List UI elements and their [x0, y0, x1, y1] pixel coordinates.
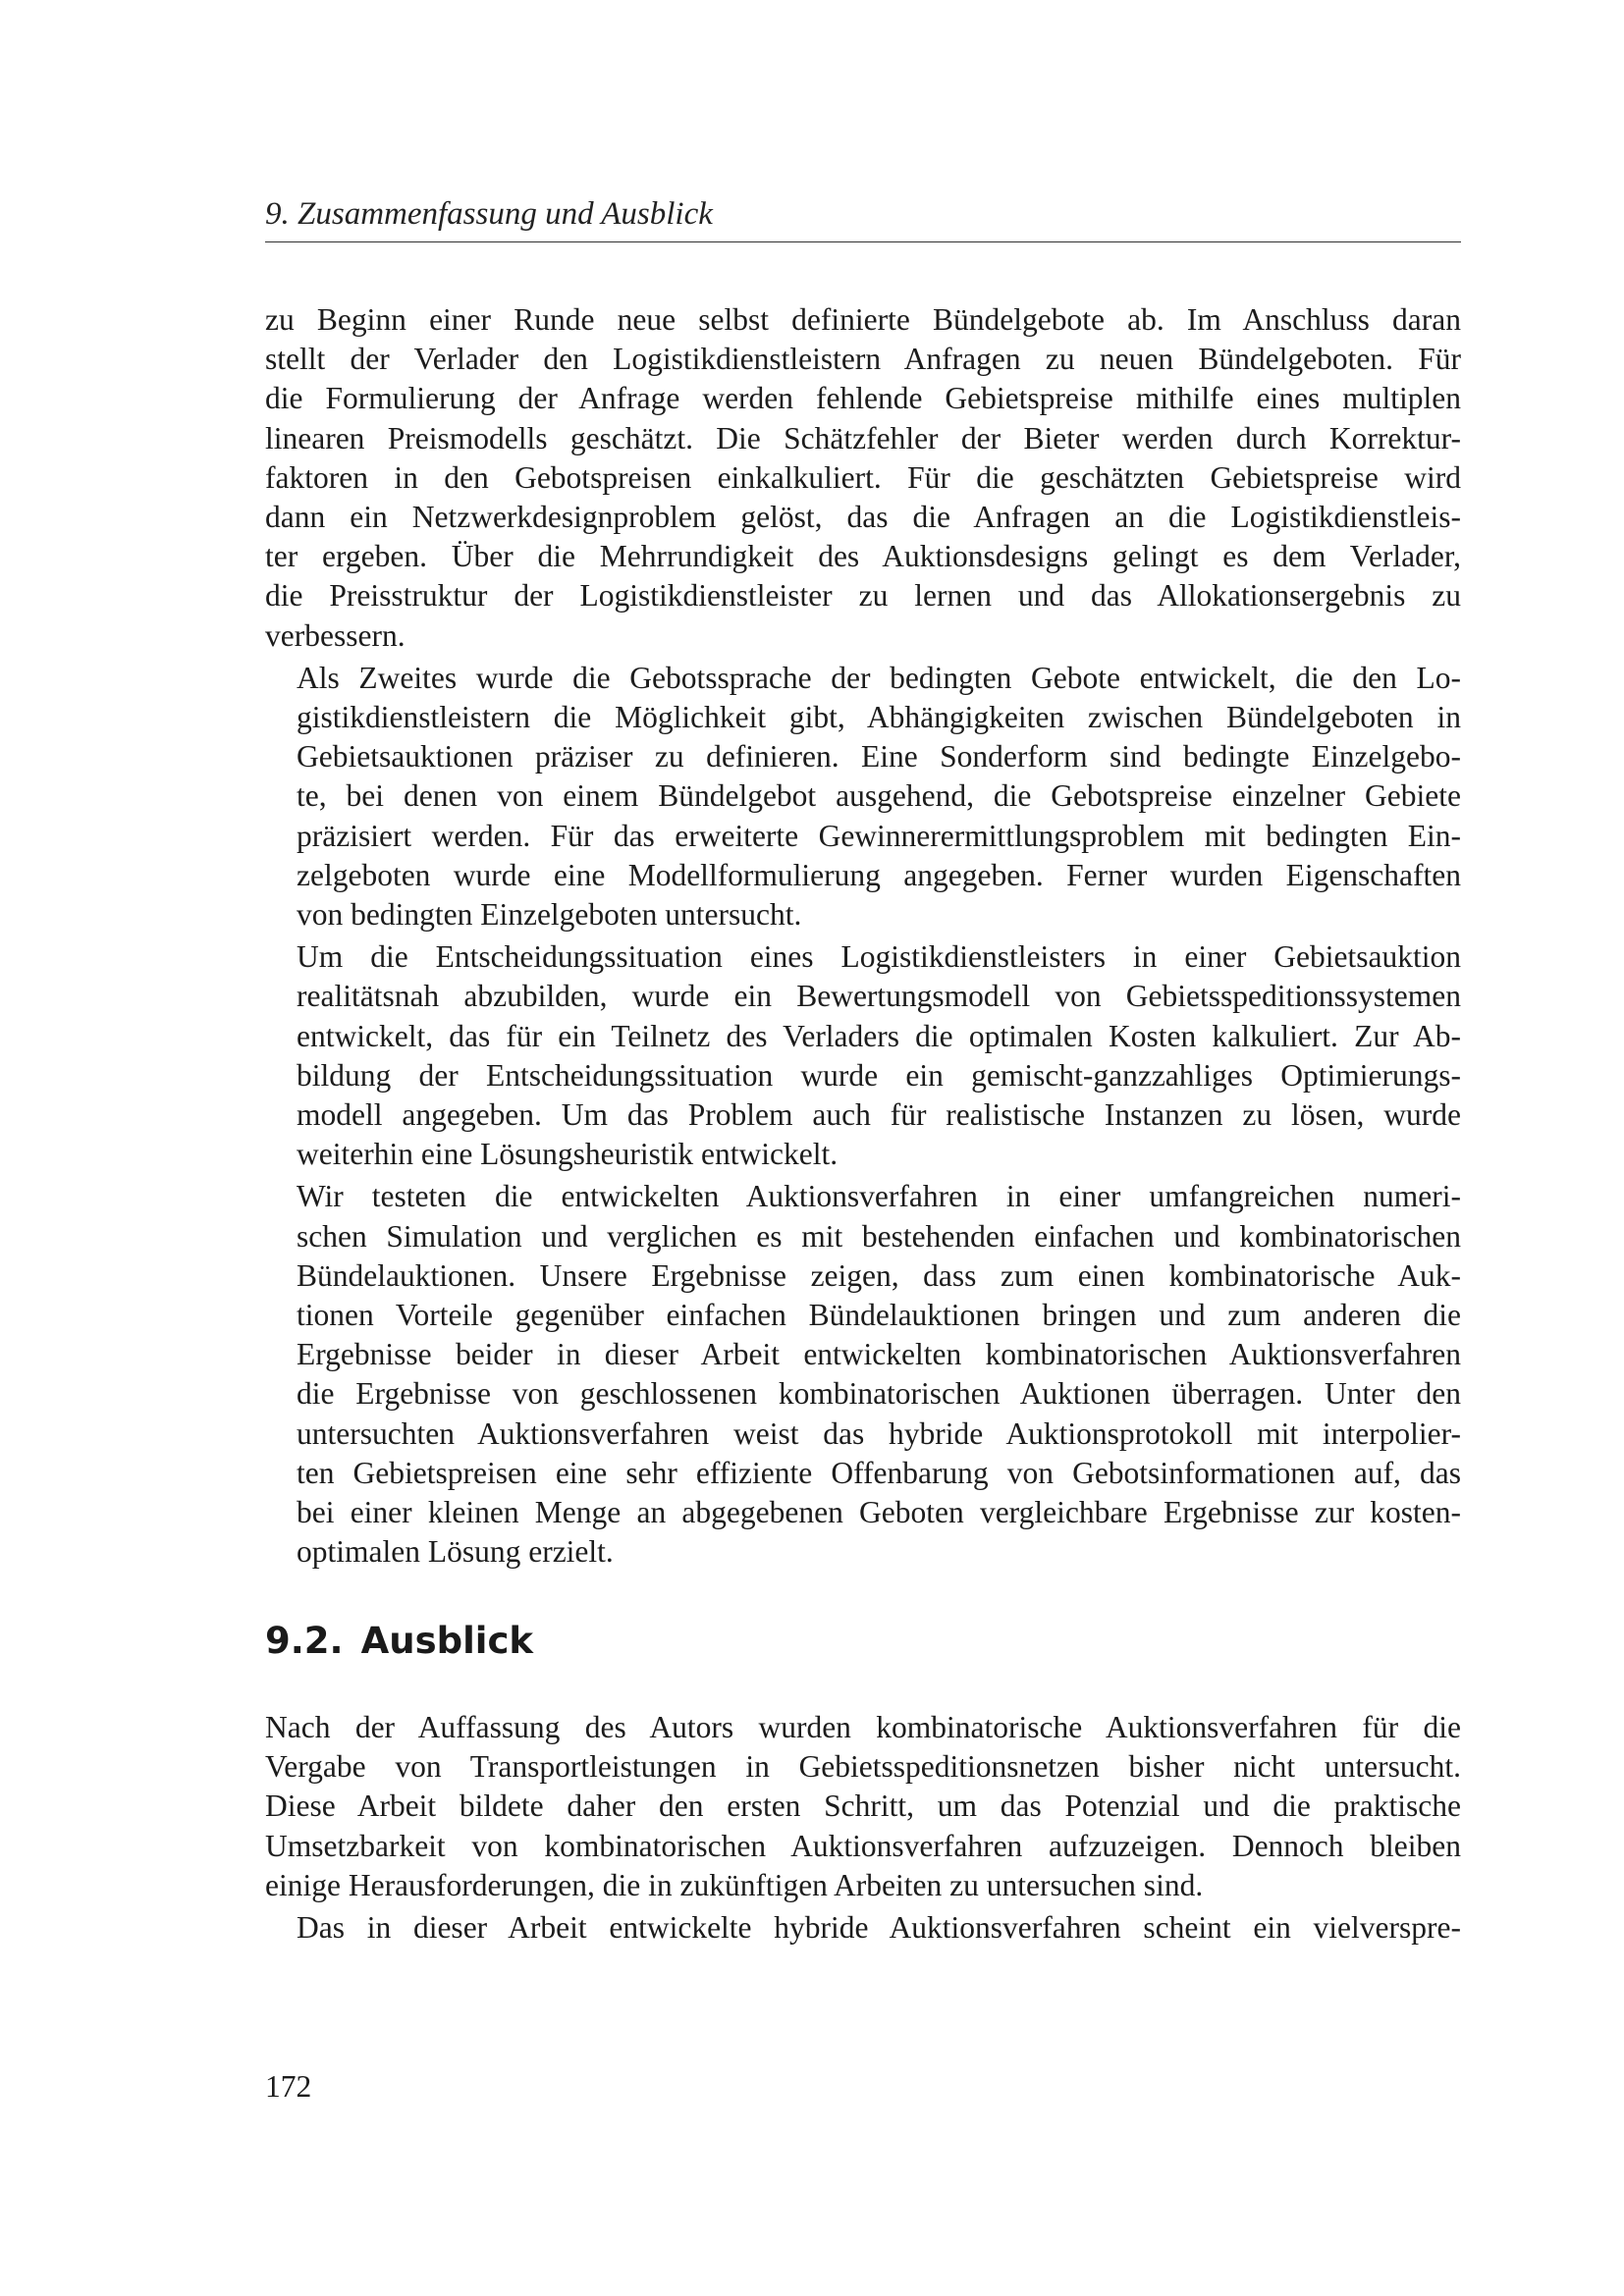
- section-title: Ausblick: [360, 1620, 533, 1662]
- header-rule: [265, 241, 1461, 242]
- text-line: von bedingten Einzelgeboten untersucht.: [297, 897, 802, 933]
- text-line: optimalen Lösung erzielt.: [297, 1534, 614, 1570]
- text-line: zelgeboten wurde eine Modellformulierung angegeben. Ferner wurden Eigenschaften: [297, 857, 1461, 892]
- paragraph: [265, 937, 1461, 1174]
- text-line: Als Zweites wurde die Gebotssprache der bedingten Gebote entwickelt, die den Lo-: [297, 660, 1461, 695]
- text-line: entwickelt, das für ein Teilnetz des Verladers die optimalen Kosten kalkuliert. Zur Ab-: [297, 1018, 1461, 1053]
- text-line: modell angegeben. Um das Problem auch für realistische Instanzen zu lösen, wurde: [297, 1097, 1461, 1133]
- page-number: 172: [265, 2069, 312, 2104]
- text-line: tionen Vorteile gegenüber einfachen Bündelauktionen bringen und zum anderen die: [297, 1298, 1461, 1333]
- text-line: bildung der Entscheidungssituation wurde ein gemischt-ganzzahliges Optimierungs-: [297, 1057, 1461, 1093]
- text-line: stellt der Verlader den Logistikdienstleistern Anfragen zu neuen Bündelgeboten. Für: [265, 342, 1461, 377]
- text-line: ten Gebietspreisen eine sehr effiziente Offenbarung von Gebotsinformationen auf, das: [297, 1455, 1461, 1490]
- body-text-part-2: [265, 1708, 1461, 1948]
- text-line: zu Beginn einer Runde neue selbst definierte Bündelgebote ab. Im Anschluss daran: [265, 302, 1461, 337]
- text-line: linearen Preismodells geschätzt. Die Schätzfehler der Bieter werden durch Korrektur-: [265, 420, 1461, 455]
- text-line: Diese Arbeit bildete daher den ersten Schritt, um das Potenzial und die praktische: [265, 1789, 1461, 1824]
- running-header: 9. Zusammenfassung und Ausblick: [265, 196, 713, 232]
- text-line: Wir testeten die entwickelten Auktionsverfahren in einer umfangreichen numeri-: [297, 1179, 1461, 1214]
- text-line: die Ergebnisse von geschlossenen kombinatorischen Auktionen überragen. Unter den: [297, 1376, 1461, 1412]
- paragraph: [265, 659, 1461, 934]
- text-line: untersuchten Auktionsverfahren weist das hybride Auktionsprotokoll mit interpolier-: [297, 1415, 1461, 1451]
- paragraph: [265, 300, 1461, 656]
- text-line: dann ein Netzwerkdesignproblem gelöst, das die Anfragen an die Logistikdienstleis-: [265, 500, 1461, 535]
- text-line: Bündelauktionen. Unsere Ergebnisse zeigen, dass zum einen kombinatorische Auk-: [297, 1257, 1461, 1293]
- text-line: schen Simulation und verglichen es mit bestehenden einfachen und kombinatorischen: [297, 1218, 1461, 1254]
- body-text-part-1: [265, 300, 1461, 1573]
- section-number: 9.2.: [265, 1620, 344, 1662]
- text-line: Um die Entscheidungssituation eines Logistikdienstleisters in einer Gebietsauktion: [297, 939, 1461, 975]
- paragraph: [265, 1708, 1461, 1905]
- text-line: Nach der Auffassung des Autors wurden kombinatorische Auktionsverfahren für die: [265, 1710, 1461, 1744]
- text-line: ter ergeben. Über die Mehrrundigkeit des Auktionsdesigns gelingt es dem Verlader,: [265, 539, 1461, 574]
- text-line: faktoren in den Gebotspreisen einkalkuliert. Für die geschätzten Gebietspreise wird: [265, 459, 1461, 495]
- text-line: bei einer kleinen Menge an abgegebenen Geboten vergleichbare Ergebnisse zur kosten-: [297, 1495, 1461, 1530]
- text-line: realitätsnah abzubilden, wurde ein Bewertungsmodell von Gebietsspeditionssystemen: [297, 979, 1461, 1014]
- text-line: einige Herausforderungen, die in zukünftigen Arbeiten zu untersuchen sind.: [265, 1867, 1204, 1902]
- text-line: verbessern.: [265, 617, 406, 653]
- paragraph: [265, 1908, 1461, 1948]
- text-line: gistikdienstleistern die Möglichkeit gibt, Abhängigkeiten zwischen Bündelgeboten in: [297, 700, 1461, 735]
- section-heading: [265, 1620, 533, 1663]
- text-line: Umsetzbarkeit von kombinatorischen Auktionsverfahren aufzuzeigen. Dennoch bleiben: [265, 1828, 1461, 1863]
- text-line: Gebietsauktionen präziser zu definieren. Eine Sonderform sind bedingte Einzelgebo-: [297, 739, 1461, 774]
- paragraph: [265, 1177, 1461, 1572]
- text-line: te, bei denen von einem Bündelgebot ausgehend, die Gebotspreise einzelner Gebiete: [297, 778, 1461, 814]
- text-line: Das in dieser Arbeit entwickelte hybride Auktionsverfahren scheint ein vielverspre-: [297, 1910, 1461, 1946]
- text-line: Ergebnisse beider in dieser Arbeit entwickelten kombinatorischen Auktionsverfahren: [297, 1337, 1461, 1372]
- text-line: die Formulierung der Anfrage werden fehlende Gebietspreise mithilfe eines multiplen: [265, 381, 1461, 416]
- text-line: die Preisstruktur der Logistikdienstleister zu lernen und das Allokationsergebnis zu: [265, 578, 1461, 614]
- text-line: weiterhin eine Lösungsheuristik entwickelt.: [297, 1137, 839, 1172]
- text-line: Vergabe von Transportleistungen in Gebietsspeditionsnetzen bisher nicht untersucht.: [265, 1749, 1461, 1785]
- text-line: präzisiert werden. Für das erweiterte Gewinnerermittlungsproblem mit bedingten Ein-: [297, 818, 1461, 853]
